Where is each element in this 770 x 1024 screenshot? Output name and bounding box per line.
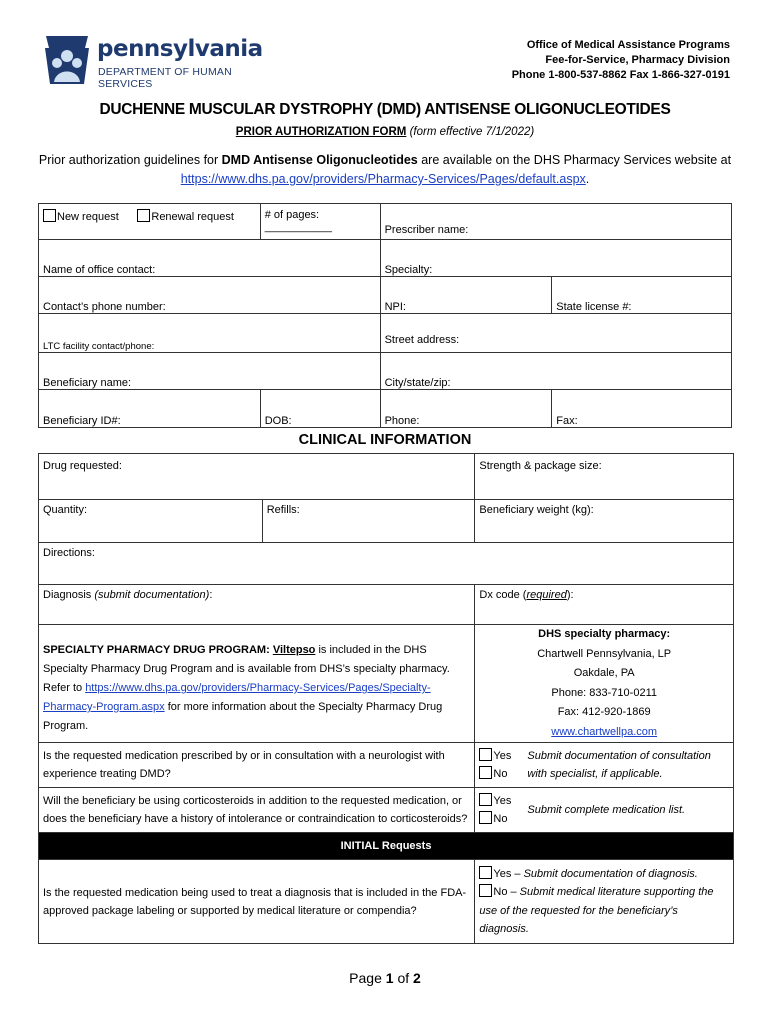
keystone-family-icon bbox=[42, 34, 92, 86]
effective-date: (form effective 7/1/2022) bbox=[409, 126, 535, 138]
state-license-field[interactable]: State license #: bbox=[552, 277, 732, 314]
dx-code-label: Dx code ( bbox=[479, 589, 527, 601]
city-state-zip-field[interactable]: City/state/zip: bbox=[380, 353, 731, 390]
yes-label: Yes bbox=[493, 795, 512, 807]
page-of: of bbox=[393, 970, 414, 986]
dx-end: ): bbox=[566, 589, 574, 601]
page-label: Page bbox=[349, 970, 386, 986]
pharmacy-fax: Fax: 412-920-1869 bbox=[557, 706, 651, 718]
dob-field[interactable]: DOB: bbox=[260, 390, 380, 428]
specialty-field[interactable]: Specialty: bbox=[380, 240, 731, 277]
contact-phone-field[interactable]: Contact’s phone number: bbox=[39, 277, 381, 314]
beneficiary-name-field[interactable]: Beneficiary name: bbox=[39, 353, 381, 390]
refills-field[interactable]: Refills: bbox=[262, 500, 475, 543]
neurologist-no-checkbox[interactable] bbox=[479, 766, 492, 779]
neurologist-yes-checkbox[interactable] bbox=[479, 748, 492, 761]
diagnosis-label: Diagnosis bbox=[43, 589, 92, 601]
office-info bbox=[512, 38, 730, 83]
logo-name: pennsylvania bbox=[97, 36, 263, 62]
new-request-cell[interactable] bbox=[39, 204, 134, 240]
page-number: 1 bbox=[385, 970, 394, 986]
office-line: Office of Medical Assistance Programs bbox=[526, 39, 730, 51]
question-fda-diagnosis: Is the requested medication being used to treat a diagnosis that is included in the FDA-approved package labeling or supported by medical literature or compendia? bbox=[39, 860, 475, 944]
dx-code-field[interactable] bbox=[475, 585, 734, 625]
corticosteroids-no-option[interactable] bbox=[479, 810, 527, 828]
corticosteroids-note: Submit complete medication list. bbox=[527, 804, 686, 816]
answer-corticosteroids bbox=[475, 788, 734, 833]
pharmacy-name: Chartwell Pennsylvania, LP bbox=[537, 647, 672, 660]
question-neurologist: Is the requested medication prescribed by or in consultation with a neurologist with experience treating DMD? bbox=[39, 743, 475, 788]
fax-field[interactable]: Fax: bbox=[552, 390, 732, 428]
drug-requested-field[interactable]: Drug requested: bbox=[39, 454, 475, 500]
office-line: Fee-for-Service, Pharmacy Division bbox=[545, 54, 730, 66]
office-contact-field[interactable]: Name of office contact: bbox=[39, 240, 381, 277]
dhs-logo bbox=[42, 34, 282, 90]
guidelines-note bbox=[0, 151, 770, 189]
fda-yes-note: Submit documentation of diagnosis. bbox=[523, 867, 698, 880]
initial-requests-header: INITIAL Requests bbox=[39, 833, 734, 860]
dx-required: required bbox=[526, 589, 567, 601]
diagnosis-note: (submit documentation) bbox=[94, 589, 210, 601]
fda-no-checkbox[interactable] bbox=[479, 884, 492, 897]
guidelines-link[interactable]: https://www.dhs.pa.gov/providers/Pharmacy-Services/Pages/default.aspx bbox=[180, 172, 586, 186]
page-title: DUCHENNE MUSCULAR DYSTROPHY (DMD) ANTISENSE OLIGONUCLEOTIDES bbox=[99, 101, 671, 118]
beneficiary-id-field[interactable]: Beneficiary ID#: bbox=[39, 390, 261, 428]
specialty-program-title: SPECIALTY PHARMACY DRUG PROGRAM: bbox=[43, 644, 270, 656]
renewal-request-cell[interactable] bbox=[133, 204, 260, 240]
corticosteroids-yes-option[interactable] bbox=[479, 792, 527, 810]
street-address-field[interactable]: Street address: bbox=[380, 314, 731, 353]
renewal-request-checkbox[interactable] bbox=[137, 209, 150, 222]
renewal-request-label: Renewal request bbox=[151, 211, 234, 223]
fda-no-note: Submit medical literature supporting the use of the requested for the beneficiary’s diagnosis. bbox=[479, 886, 714, 935]
guide-text: are available on the DHS Pharmacy Services website at bbox=[417, 153, 732, 167]
corticosteroids-yes-checkbox[interactable] bbox=[479, 793, 492, 806]
diagnosis-colon: : bbox=[209, 589, 213, 601]
pharmacy-website-link[interactable]: www.chartwellpa.com bbox=[551, 725, 658, 738]
specialty-program-note bbox=[39, 625, 475, 743]
pharmacy-title: DHS specialty pharmacy: bbox=[538, 628, 671, 640]
new-request-checkbox[interactable] bbox=[43, 209, 56, 222]
pages-field[interactable]: # of pages: ___________ bbox=[260, 204, 380, 240]
logo-department: DEPARTMENT OF HUMAN SERVICES bbox=[98, 66, 232, 90]
form-type: PRIOR AUTHORIZATION FORM bbox=[235, 126, 407, 138]
guide-end: . bbox=[585, 172, 590, 186]
phone-field[interactable]: Phone: bbox=[380, 390, 552, 428]
quantity-field[interactable]: Quantity: bbox=[39, 500, 263, 543]
no-label: No bbox=[493, 768, 508, 780]
diagnosis-field[interactable] bbox=[39, 585, 475, 625]
guide-drug: DMD Antisense Oligonucleotides bbox=[221, 153, 418, 167]
neurologist-note: Submit documentation of consultation with specialist, if applicable. bbox=[527, 750, 711, 780]
clinical-section-title: CLINICAL INFORMATION bbox=[298, 432, 472, 448]
neurologist-no-option[interactable] bbox=[479, 765, 527, 783]
corticosteroids-no-checkbox[interactable] bbox=[479, 811, 492, 824]
dhs-pharmacy-info bbox=[475, 625, 734, 743]
pharmacy-city: Oakdale, PA bbox=[573, 667, 635, 679]
specialty-text: for more information about the Specialty Pharmacy Drug Program. bbox=[43, 701, 443, 732]
specialty-text: is included in the DHS Specialty Pharmacy Drug Program and is available from DHS’s specialty pharmacy. Refer to bbox=[43, 644, 450, 694]
specialty-drug: Viltepso bbox=[272, 644, 316, 656]
page-total: 2 bbox=[413, 970, 421, 986]
yes-label: Yes bbox=[493, 750, 512, 762]
guide-text: Prior authorization guidelines for bbox=[38, 153, 222, 167]
fda-yes-option[interactable] bbox=[479, 865, 729, 884]
no-label: No bbox=[493, 813, 508, 825]
new-request-label: New request bbox=[57, 211, 119, 223]
specialty-program-link[interactable]: https://www.dhs.pa.gov/providers/Pharmacy-Services/Pages/Specialty-Pharmacy-Program.aspx bbox=[43, 682, 431, 713]
npi-field[interactable]: NPI: bbox=[380, 277, 552, 314]
ltc-contact-field[interactable]: LTC facility contact/phone: bbox=[39, 314, 381, 353]
fda-yes-checkbox[interactable] bbox=[479, 866, 492, 879]
answer-neurologist bbox=[475, 743, 734, 788]
request-info-table bbox=[38, 203, 732, 428]
fda-yes-label: Yes – bbox=[493, 867, 524, 880]
prescriber-name-field[interactable]: Prescriber name: bbox=[380, 204, 731, 240]
office-line: Phone 1-800-537-8862 Fax 1-866-327-0191 bbox=[511, 69, 730, 81]
form-subtitle bbox=[0, 126, 770, 138]
directions-field[interactable]: Directions: bbox=[39, 543, 734, 585]
neurologist-yes-option[interactable] bbox=[479, 747, 527, 765]
fda-no-option[interactable] bbox=[479, 883, 729, 939]
strength-package-field[interactable]: Strength & package size: bbox=[475, 454, 734, 500]
fda-no-label: No – bbox=[493, 886, 520, 898]
answer-fda-diagnosis bbox=[475, 860, 734, 944]
page-footer bbox=[0, 970, 770, 986]
question-corticosteroids: Will the beneficiary be using corticosteroids in addition to the requested medication, or does the beneficiary have a history of intolerance or contraindication to corticosteroids? bbox=[39, 788, 475, 833]
beneficiary-weight-field[interactable]: Beneficiary weight (kg): bbox=[475, 500, 734, 543]
clinical-table bbox=[38, 453, 734, 944]
pharmacy-phone: Phone: 833-710-0211 bbox=[551, 686, 657, 699]
